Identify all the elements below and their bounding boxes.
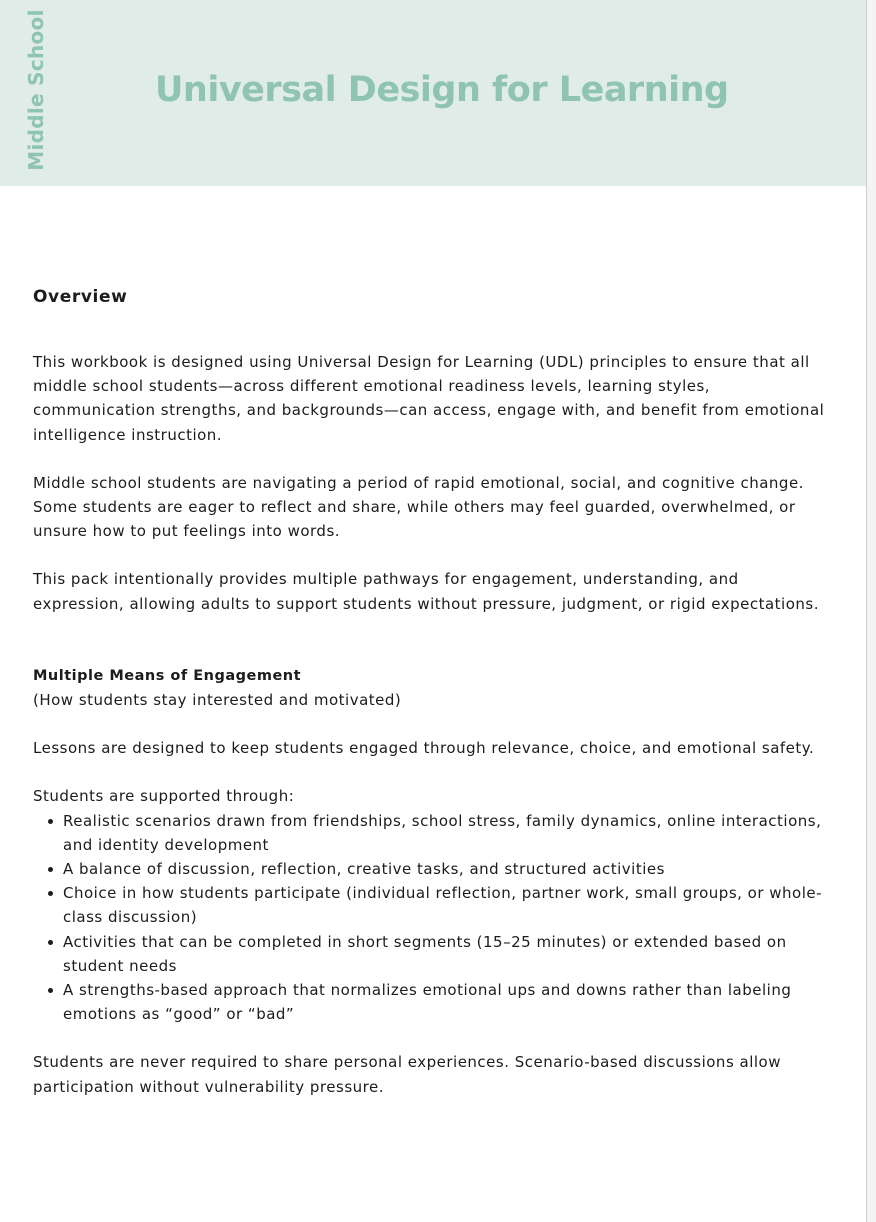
engagement-intro: Lessons are designed to keep students engaged through relevance, choice, and emotional safety. — [33, 739, 815, 758]
list-item: A balance of discussion, reflection, creative tasks, and structured activities — [63, 857, 828, 881]
page-title: Universal Design for Learning — [155, 70, 729, 110]
engagement-closing: Students are never required to share personal experiences. Scenario-based discussions allow participation without vulnerability pressure. — [33, 1053, 781, 1096]
list-item: A strengths-based approach that normalizes emotional ups and downs rather than labeling emotions as “good” or “bad” — [63, 978, 828, 1026]
overview-heading: Overview — [33, 287, 128, 307]
overview-paragraph-1: This workbook is designed using Universal Design for Learning (UDL) principles to ensure that all middle school students—across different emotional readiness levels, learning styles, communication strengths, and backgrounds—can access, engage with, and benefit from emotional intelligence instruction. — [33, 353, 825, 444]
side-label: Middle School — [24, 9, 48, 171]
overview-paragraph-2: Middle school students are navigating a period of rapid emotional, social, and cognitive change. Some students are eager to reflect and share, while others may feel guarded, overwhelmed, or unsure how to put feelings into words. — [33, 473, 804, 541]
engagement-bullet-list — [33, 809, 828, 1027]
engagement-heading: Multiple Means of Engagement — [33, 667, 302, 684]
header-band — [0, 0, 866, 186]
list-item: Realistic scenarios drawn from friendships, school stress, family dynamics, online interactions, and identity development — [63, 809, 828, 857]
overview-paragraph-3: This pack intentionally provides multiple pathways for engagement, understanding, and expression, allowing adults to support students without pressure, judgment, or rigid expectations. — [33, 570, 819, 613]
list-item: Choice in how students participate (individual reflection, partner work, small groups, or whole-class discussion) — [63, 881, 828, 929]
page-gutter — [867, 0, 876, 1222]
engagement-subheading: (How students stay interested and motivated) — [33, 691, 402, 710]
engagement-list-intro: Students are supported through: — [33, 787, 295, 806]
list-item: Activities that can be completed in short segments (15–25 minutes) or extended based on student needs — [63, 930, 828, 978]
page-content — [33, 284, 828, 1099]
